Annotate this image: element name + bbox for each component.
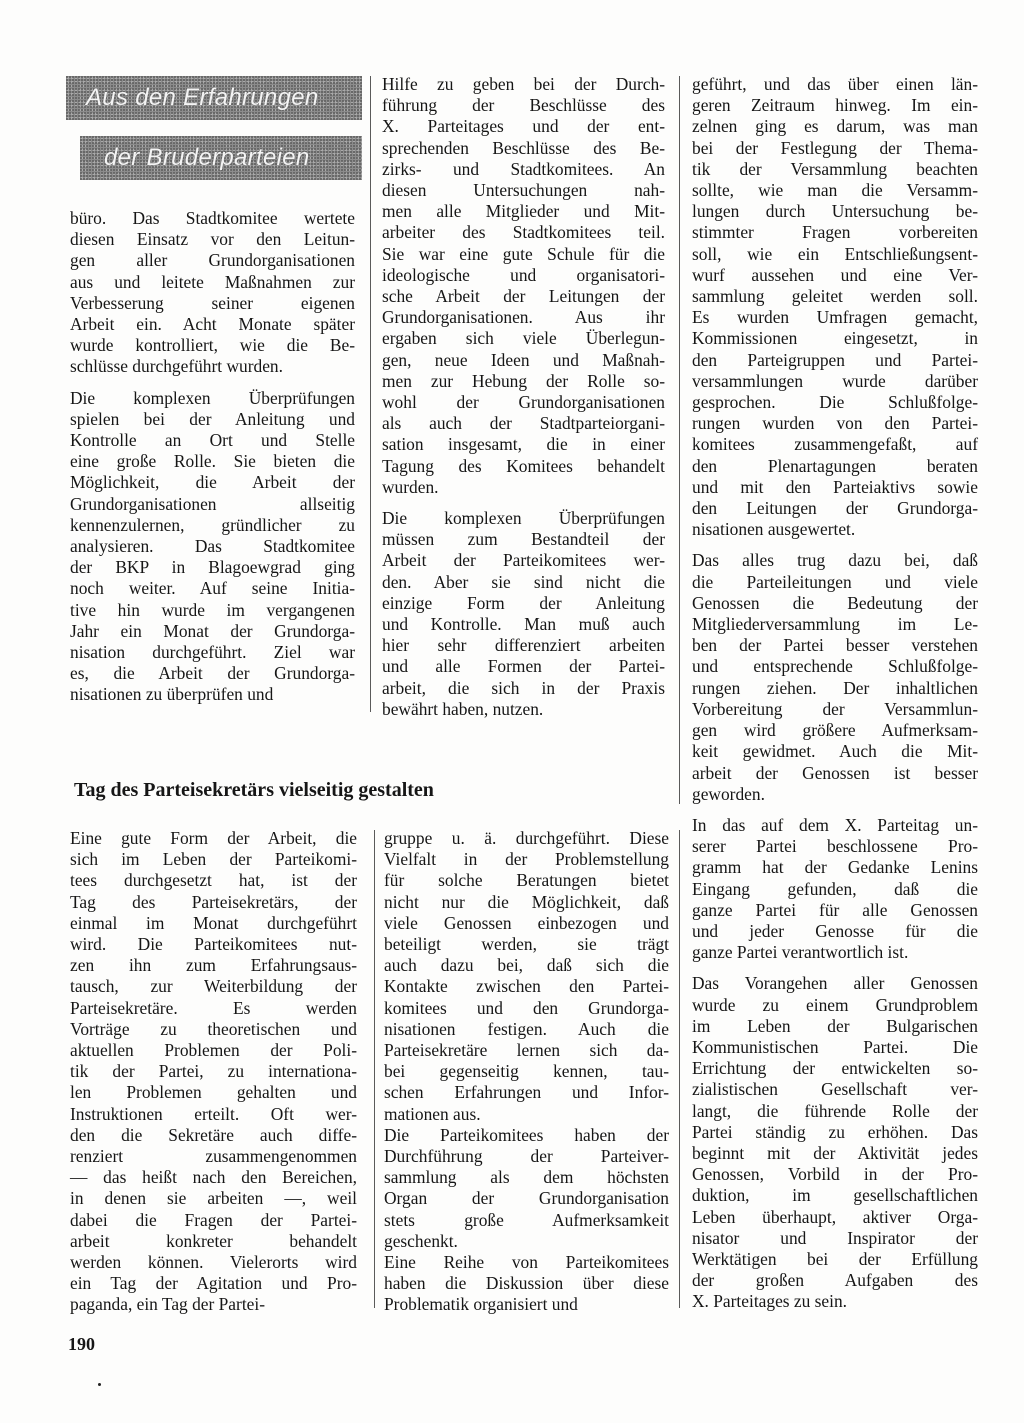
text-line: Kommissionen eingesetzt, in	[692, 328, 978, 349]
text-line: diesen Untersuchungen nah-	[382, 180, 665, 201]
banner-title-line1: Aus den Erfahrungen	[86, 84, 319, 111]
paragraph	[70, 388, 355, 706]
text-line: Grundorganisationen. Aus ihr	[382, 307, 665, 328]
text-line: und jeder Genosse für die	[692, 920, 978, 941]
text-line: aus und leitete Maßnahmen zur	[70, 271, 355, 292]
text-line: ideologische und organisatori-	[382, 264, 665, 285]
text-line: gen wird größere Aufmerksam-	[692, 720, 978, 741]
text-line: Problematik organisiert und	[384, 1294, 578, 1315]
text-line: tees durchgesetzt hat, ist der	[70, 870, 357, 891]
text-line: sammlung geleitet werden soll.	[692, 286, 978, 307]
paragraph	[692, 973, 978, 1312]
text-line: Kontakte zwischen den Partei-	[384, 976, 669, 997]
text-line: müssen zum Bestandteil der	[382, 529, 665, 550]
text-line: Mitgliederversammlung im Le-	[692, 614, 978, 635]
text-line: Eine gute Form der Arbeit, die	[70, 828, 357, 848]
paragraph	[70, 208, 355, 378]
text-line: spielen bei der Anleitung und	[70, 408, 355, 429]
column-2-top	[382, 74, 665, 730]
text-line: zirks- und Stadtkomitees. An	[382, 158, 665, 179]
text-line: komitees zusammengefaßt, auf	[692, 434, 978, 455]
text-line: wurden.	[382, 476, 439, 497]
column-rule-bottom-left	[374, 830, 375, 1308]
text-line: sollte, wie man die Versamm-	[692, 180, 978, 201]
text-line: Es wurden Umfragen gemacht,	[692, 307, 978, 328]
text-line: im Leben der Bulgarischen	[692, 1015, 978, 1036]
text-line: ergaben sich viele Überlegun-	[382, 328, 665, 349]
text-line: stimmter Fragen vorbereiten	[692, 222, 978, 243]
section-heading: Tag des Parteisekretärs vielseitig gestalten	[74, 779, 434, 801]
text-line: gramm hat der Gedanke Lenins	[692, 857, 978, 878]
text-line: die Parteileitungen und viele	[692, 571, 978, 592]
text-line: sich im Leben der Parteikomi-	[70, 849, 357, 870]
text-line: tik der Versammlung beachten	[692, 158, 978, 179]
text-line: den Plenartagungen beraten	[692, 455, 978, 476]
text-line: Jahr ein Monat der Grundorga-	[70, 620, 355, 641]
text-line: gesprochen. Die Schlußfolge-	[692, 392, 978, 413]
text-line: Grundorganisationen allseitig	[70, 493, 355, 514]
text-line: schlüsse durchgeführt wurden.	[70, 356, 283, 377]
text-line: Tagung des Komitees behandelt	[382, 455, 665, 476]
text-line: Errichtung der entwickelten so-	[692, 1058, 978, 1079]
text-line: zelnen ging es darum, was man	[692, 116, 978, 137]
print-speck	[98, 1383, 101, 1386]
text-line: geführt, und das über einen län-	[692, 74, 978, 94]
text-line: Genossen die Bedeutung der	[692, 592, 978, 613]
text-line: Die Parteikomitees haben der	[384, 1124, 669, 1145]
text-line: und alle Formen der Partei-	[382, 656, 665, 677]
text-line: aktuellen Problemen der Poli-	[70, 1040, 357, 1061]
text-line: Tag des Parteisekretärs, der	[70, 891, 357, 912]
text-line: noch weiter. Auf seine Initia-	[70, 578, 355, 599]
text-line: auch dazu bei, daß sich die	[384, 955, 669, 976]
text-line: ganze Partei verantwortlich ist.	[692, 942, 909, 963]
text-line: Die komplexen Überprüfungen	[382, 508, 665, 529]
paragraph	[382, 508, 665, 720]
text-line: Das Vorangehen aller Genossen	[692, 973, 978, 994]
text-line: serer Partei beschlossene Pro-	[692, 836, 978, 857]
text-line: Werktätigen bei der Erfüllung	[692, 1248, 978, 1269]
text-line: arbeiter des Stadtkomitees teil.	[382, 222, 665, 243]
text-line: rungen wurden von den Partei-	[692, 413, 978, 434]
text-line: wird. Die Parteikomitees nut-	[70, 934, 357, 955]
text-line: arbeit der Genossen ist besser	[692, 762, 978, 783]
text-line: gen, neue Ideen und Maßnah-	[382, 349, 665, 370]
text-line: keit gewidmet. Auch die Mit-	[692, 741, 978, 762]
paragraph	[384, 1125, 669, 1252]
text-line: hier sehr differenziert arbeiten	[382, 635, 665, 656]
text-line: sche Arbeit der Leitungen der	[382, 286, 665, 307]
text-line: schen Erfahrungen und Infor-	[384, 1082, 669, 1103]
text-line: Eine Reihe von Parteikomitees	[384, 1252, 669, 1273]
text-line: nisationen festigen. Auch die	[384, 1018, 669, 1039]
column-rule-top-left	[370, 76, 371, 712]
paragraph	[692, 815, 978, 963]
text-line: Parteisekretäre lernen sich da-	[384, 1040, 669, 1061]
text-line: viele Genossen einbezogen und	[384, 912, 669, 933]
text-line: soll, wie ein Entschließungsent-	[692, 243, 978, 264]
text-line: X. Parteitages und der ent-	[382, 116, 665, 137]
banner-title-line2: der Bruderparteien	[104, 144, 310, 171]
text-line: zen ihn zum Erfahrungsaus-	[70, 955, 357, 976]
text-line: Arbeit der Parteikomitees wer-	[382, 550, 665, 571]
text-line: men alle Mitglieder und Mit-	[382, 201, 665, 222]
text-line: führung der Beschlüsse des	[382, 95, 665, 116]
text-line: beginnt mit der Aktivität jedes	[692, 1142, 978, 1163]
text-line: mationen aus.	[384, 1103, 481, 1124]
text-line: Partei ständig zu erhöhen. Das	[692, 1121, 978, 1142]
text-line: X. Parteitages zu sein.	[692, 1291, 848, 1312]
paragraph	[692, 550, 978, 804]
text-line: Durchführung der Parteiver-	[384, 1146, 669, 1167]
text-line: Das alles trug dazu bei, daß	[692, 550, 978, 571]
text-line: Instruktionen erteilt. Oft wer-	[70, 1103, 357, 1124]
text-line: wurf aussehen und eine Ver-	[692, 264, 978, 285]
text-line: tausch, zur Weiterbildung der	[70, 976, 357, 997]
text-line: einzige Form der Anleitung	[382, 592, 665, 613]
paragraph	[384, 828, 669, 1125]
text-line: Leben überhaupt, aktiver Orga-	[692, 1206, 978, 1227]
text-line: und entsprechende Schlußfolge-	[692, 656, 978, 677]
text-line: einmal im Monat durchgeführt	[70, 912, 357, 933]
text-line: Kontrolle an Ort und Stelle	[70, 430, 355, 451]
text-line: geren Zeitraum hinweg. Im ein-	[692, 95, 978, 116]
section-banner	[66, 76, 362, 192]
column-2-bottom	[384, 828, 669, 1316]
text-line: sprechenden Beschlüsse des Be-	[382, 137, 665, 158]
text-line: In das auf dem X. Parteitag un-	[692, 814, 978, 835]
text-line: in denen sie arbeiten —, weil	[70, 1188, 357, 1209]
text-line: bewährt haben, nutzen.	[382, 698, 544, 719]
text-line: Organ der Grundorganisation	[384, 1188, 669, 1209]
text-line: lungen durch Untersuchung be-	[692, 201, 978, 222]
text-line: Genossen, Vorbild in der Pro-	[692, 1164, 978, 1185]
text-line: geworden.	[692, 783, 765, 804]
text-line: kennenzulernen, gründlicher zu	[70, 514, 355, 535]
text-line: sammlung als dem höchsten	[384, 1167, 669, 1188]
paragraph	[692, 74, 978, 540]
text-line: ein Tag der Agitation und Pro-	[70, 1273, 357, 1294]
text-line: paganda, ein Tag der Partei-	[70, 1294, 265, 1315]
text-line: und mit den Parteiaktivs sowie	[692, 476, 978, 497]
text-line: nicht nur die Möglichkeit, daß	[384, 891, 669, 912]
text-line: Möglichkeit, die Arbeit der	[70, 472, 355, 493]
text-line: den die Sekretäre auch diffe-	[70, 1124, 357, 1145]
text-line: eine große Rolle. Sie bieten die	[70, 451, 355, 472]
text-line: tive hin wurde im vergangenen	[70, 599, 355, 620]
text-line: komitees und den Grundorga-	[384, 997, 669, 1018]
text-line: und Kontrolle. Man muß auch	[382, 614, 665, 635]
text-line: bei der Festlegung der Thema-	[692, 137, 978, 158]
text-line: versammlungen wurde darüber	[692, 370, 978, 391]
text-line: arbeit konkreter behandelt	[70, 1230, 357, 1251]
text-line: Parteisekretäre. Es werden	[70, 997, 357, 1018]
text-line: ben der Partei besser verstehen	[692, 635, 978, 656]
text-line: Vorbereitung der Versammlun-	[692, 698, 978, 719]
text-line: wohl der Grundorganisationen	[382, 392, 665, 413]
text-line: Vorträge zu theoretischen und	[70, 1018, 357, 1039]
text-line: analysieren. Das Stadtkomitee	[70, 536, 355, 557]
text-line: wurde kontrolliert, wie die Be-	[70, 335, 355, 356]
text-line: nisationen zu überprüfen und	[70, 684, 274, 705]
text-line: haben die Diskussion über diese	[384, 1273, 669, 1294]
column-1-top	[70, 208, 355, 716]
text-line: für solche Beratungen bietet	[384, 870, 669, 891]
text-line: len Problemen gehalten und	[70, 1082, 357, 1103]
text-line: als auch der Stadtparteiorgani-	[382, 413, 665, 434]
column-rule-top-right	[679, 76, 680, 804]
text-line: rungen ziehen. Der inhaltlichen	[692, 677, 978, 698]
text-line: der großen Aufgaben des	[692, 1270, 978, 1291]
text-line: zialistischen Gesellschaft ver-	[692, 1079, 978, 1100]
text-line: Hilfe zu geben bei der Durch-	[382, 74, 665, 94]
text-line: Arbeit ein. Acht Monate später	[70, 314, 355, 335]
paragraph	[70, 828, 357, 1316]
paragraph	[382, 74, 665, 498]
text-line: den Parteigruppen und Partei-	[692, 349, 978, 370]
text-line: ganze Partei für alle Genossen	[692, 899, 978, 920]
text-line: der BKP in Blagoewgrad ging	[70, 557, 355, 578]
text-line: gen aller Grundorganisationen	[70, 250, 355, 271]
text-line: dabei die Fragen der Partei-	[70, 1209, 357, 1230]
text-line: nisator und Inspirator der	[692, 1227, 978, 1248]
column-3	[692, 74, 978, 1323]
text-line: Sie war eine gute Schule für die	[382, 243, 665, 264]
text-line: gruppe u. ä. durchgeführt. Diese	[384, 828, 669, 848]
text-line: nisation durchgeführt. Ziel war	[70, 642, 355, 663]
text-line: Eingang gefunden, daß die	[692, 878, 978, 899]
text-line: stets große Aufmerksamkeit	[384, 1209, 669, 1230]
column-rule-bottom-right	[679, 830, 680, 1308]
text-line: den Leitungen der Grundorga-	[692, 498, 978, 519]
text-line: langt, die führende Rolle der	[692, 1100, 978, 1121]
text-line: — das heißt nach den Bereichen,	[70, 1167, 357, 1188]
text-line: wurde zu einem Grundproblem	[692, 994, 978, 1015]
text-line: tik der Partei, zu internationa-	[70, 1061, 357, 1082]
text-line: büro. Das Stadtkomitee wertete	[70, 208, 355, 228]
text-line: diesen Einsatz vor den Leitun-	[70, 229, 355, 250]
text-line: duktion, im gesellschaftlichen	[692, 1185, 978, 1206]
text-line: geschenkt.	[384, 1230, 458, 1251]
text-line: den. Aber sie sind nicht die	[382, 571, 665, 592]
text-line: Kommunistischen Partei. Die	[692, 1036, 978, 1057]
text-line: bei gegenseitig kennen, tau-	[384, 1061, 669, 1082]
text-line: renziert zusammengenommen	[70, 1146, 357, 1167]
text-line: arbeit, die sich in der Praxis	[382, 677, 665, 698]
page-number: 190	[68, 1334, 95, 1354]
text-line: Verbesserung seiner eigenen	[70, 292, 355, 313]
column-1-bottom	[70, 828, 357, 1326]
paragraph	[384, 1252, 669, 1316]
text-line: beteiligt werden, sie trägt	[384, 934, 669, 955]
text-line: es, die Arbeit der Grundorga-	[70, 663, 355, 684]
text-line: werden können. Vielerorts wird	[70, 1252, 357, 1273]
text-line: nisationen ausgewertet.	[692, 519, 856, 540]
text-line: Vielfalt in der Problemstellung	[384, 849, 669, 870]
text-line: men zur Hebung der Rolle so-	[382, 370, 665, 391]
text-line: sation insgesamt, die in einer	[382, 434, 665, 455]
text-line: Die komplexen Überprüfungen	[70, 387, 355, 408]
